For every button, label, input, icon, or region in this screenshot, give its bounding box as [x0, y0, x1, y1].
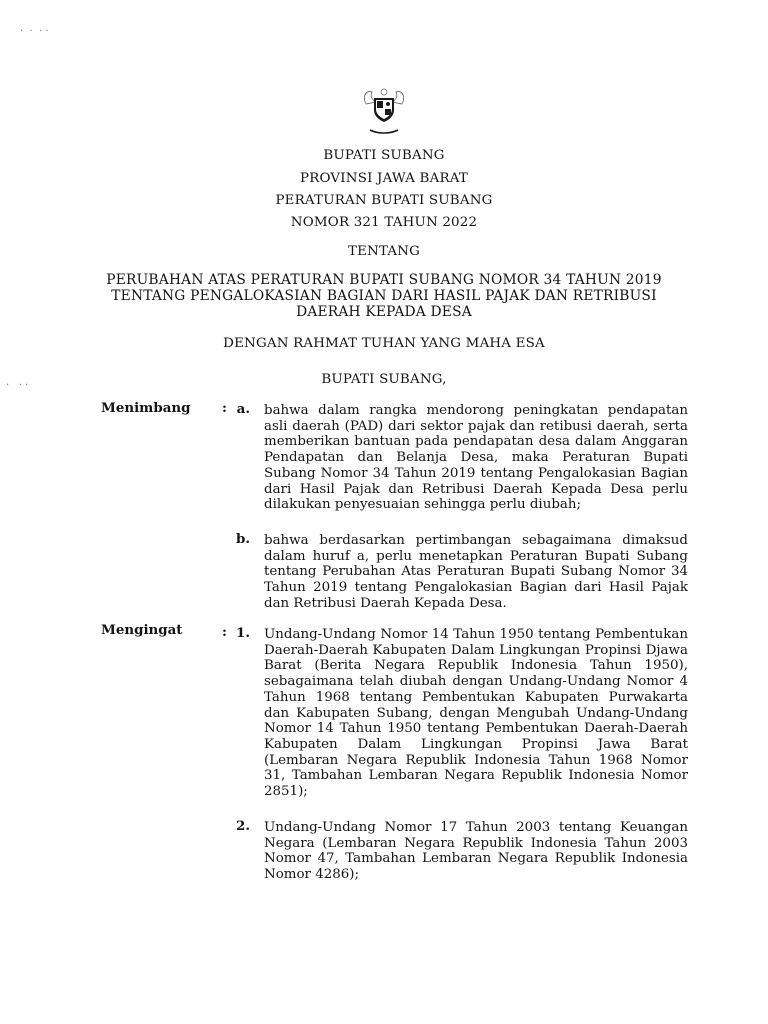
- header-province: PROVINSI JAWA BARAT: [299, 171, 468, 186]
- menimbang-marker-a: a.: [236, 401, 250, 417]
- header-tentang: TENTANG: [347, 244, 421, 259]
- title-line-1: PERUBAHAN ATAS PERATURAN BUPATI SUBANG NOMOR 34 TAHUN 2019: [106, 272, 662, 288]
- header-number: NOMOR 321 TAHUN 2022: [290, 215, 478, 230]
- header-regulation: PERATURAN BUPATI SUBANG: [275, 193, 493, 208]
- menimbang-label: Menimbang: [101, 400, 191, 416]
- garuda-emblem-icon: [360, 82, 408, 138]
- scan-speck: · · ·: [6, 380, 29, 391]
- menimbang-marker-b: b.: [235, 531, 250, 547]
- menimbang-item-b: bahwa berdasarkan pertimbangan sebagaimana dimaksud dalam huruf a, perlu menetapkan Peraturan Bupati Subang tentang Perubahan Atas Peraturan Bupati Subang Nomor 34 Tahun 2019 tentang Pengalokasian Bagian dari Hasil Pajak dan Retribusi Daerah Kepada Desa.: [264, 533, 688, 611]
- header-regent: BUPATI SUBANG: [323, 148, 445, 163]
- mengingat-item-1: Undang-Undang Nomor 14 Tahun 1950 tentang Pembentukan Daerah-Daerah Kabupaten Dalam Lingkungan Propinsi Djawa Barat (Berita Negara Republik Indonesia Tahun 1950), sebagaimana telah diubah dengan Undang-Undang Nomor 4 Tahun 1968 tentang Pembentukan Kabupaten Purwakarta dan Kabupaten Subang, dengan Mengubah Undang-Undang Nomor 14 Tahun 1950 tentang Pembentukan Daerah-Daerah Kabupaten Dalam Lingkungan Propinsi Jawa Barat (Lembaran Negara Republik Indonesia Tahun 1968 Nomor 31, Tambahan Lembaran Negara Republik Indonesia Nomor 2851);: [264, 627, 688, 800]
- menimbang-item-a: bahwa dalam rangka mendorong peningkatan pendapatan asli daerah (PAD) dari sektor pajak dan retibusi daerah, serta memberikan bantuan pada pendapatan desa dalam Anggaran Pendapatan dan Belanja Desa, maka Peraturan Bupati Subang Nomor 34 Tahun 2019 tentang Pengalokasian Bagian dari Hasil Pajak dan Retribusi Daerah Kepada Desa perlu dilakukan penyesuaian sehingga perlu diubah;: [264, 403, 688, 513]
- rahmat-line: DENGAN RAHMAT TUHAN YANG MAHA ESA: [223, 336, 545, 351]
- mengingat-label: Mengingat: [101, 622, 183, 638]
- mengingat-colon: :: [222, 624, 227, 640]
- title-line-2: TENTANG PENGALOKASIAN BAGIAN DARI HASIL PAJAK DAN RETRIBUSI: [111, 288, 657, 304]
- mengingat-marker-2: 2.: [236, 818, 250, 834]
- scan-speck: · · · ·: [20, 26, 49, 37]
- menimbang-colon: :: [222, 400, 227, 416]
- mengingat-marker-1: 1.: [236, 625, 250, 641]
- title-line-3: DAERAH KEPADA DESA: [296, 304, 472, 320]
- bupati-heading: BUPATI SUBANG,: [321, 372, 447, 387]
- mengingat-item-2: Undang-Undang Nomor 17 Tahun 2003 tentang Keuangan Negara (Lembaran Negara Republik Indonesia Tahun 2003 Nomor 47, Tambahan Lembaran Negara Republik Indonesia Nomor 4286);: [264, 820, 688, 883]
